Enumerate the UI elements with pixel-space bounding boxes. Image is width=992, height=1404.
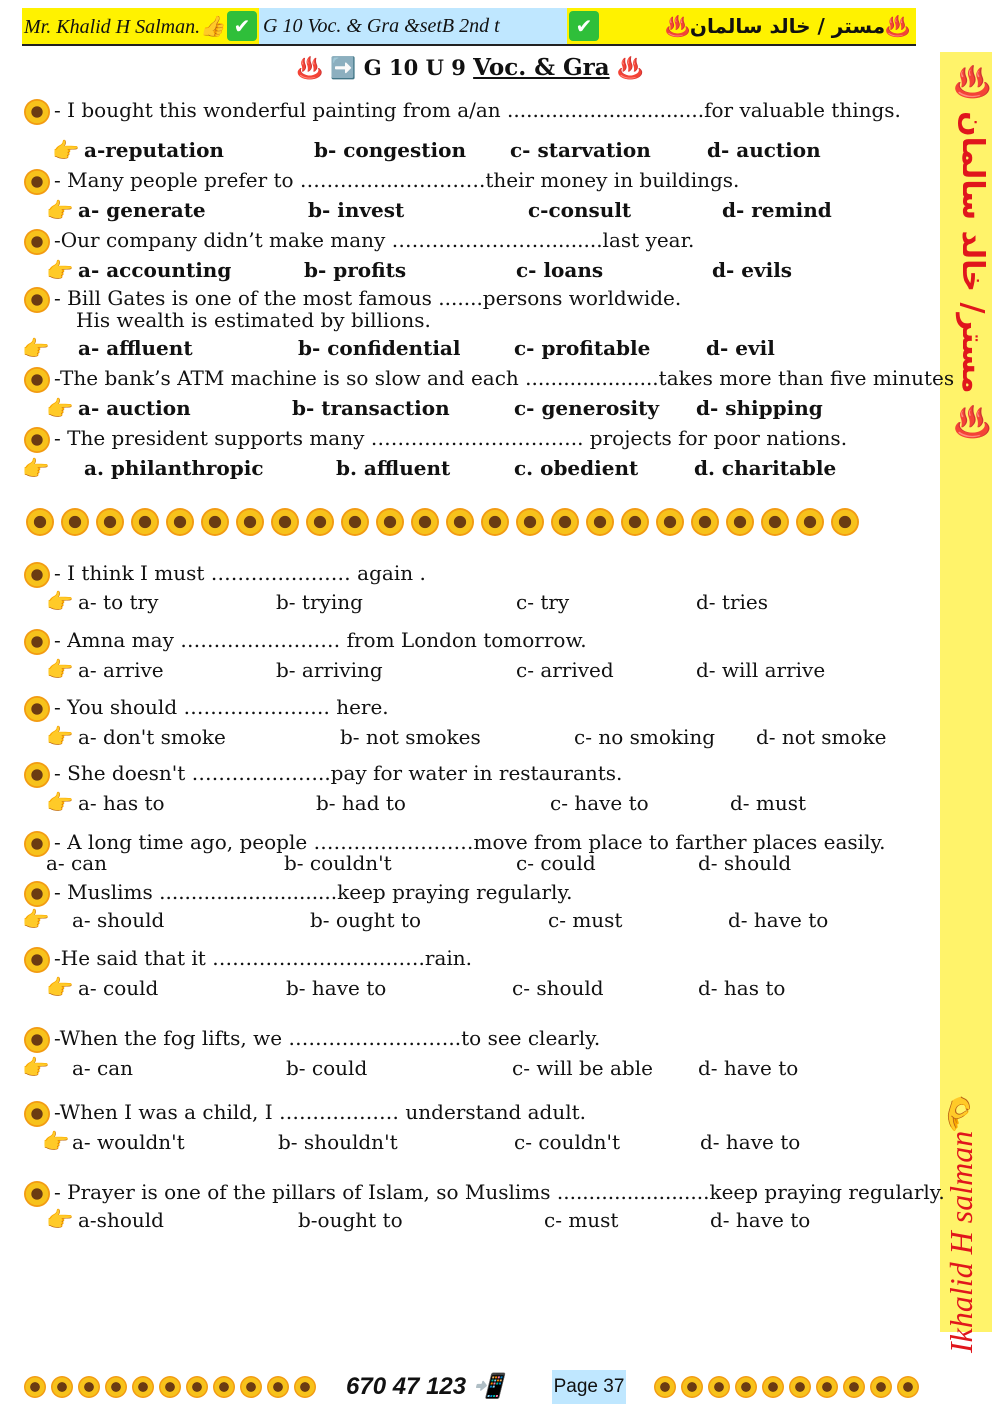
option-c: c- arrived (516, 658, 614, 682)
option-d: d. charitable (694, 456, 837, 480)
hand-icon: 👉 (46, 658, 74, 683)
option-c: c- starvation (510, 138, 651, 162)
option-b: b- congestion (314, 138, 466, 162)
side-banner (940, 52, 992, 1353)
hand-icon: 👉 (22, 456, 50, 482)
sunflower-icon (843, 1376, 865, 1398)
option-c: c- profitable (514, 336, 651, 360)
sunflower-divider (26, 508, 866, 536)
option-d: d- have to (710, 1208, 811, 1232)
option-a: a- auction (78, 396, 191, 420)
question (24, 695, 389, 722)
check-icon: ✔ (227, 11, 257, 41)
hand-icon: 👉 (22, 336, 50, 362)
sunflower-icon (24, 629, 50, 655)
sunflower-icon (24, 881, 50, 907)
sunflower-icon (586, 508, 614, 536)
question-text: - The president supports many ………………………….. projects for poor nations. (54, 426, 848, 450)
option-b: b- not smokes (340, 725, 481, 749)
sunflower-icon (96, 508, 124, 536)
sunflower-icon (24, 287, 50, 313)
header-subject: G 10 Voc. & Gra &setB 2nd t (259, 8, 567, 44)
option-b: b- profits (304, 258, 407, 282)
hand-icon: 👉 (46, 198, 74, 224)
option-c: c-consult (528, 198, 632, 222)
hand-icon: 👉 (46, 725, 74, 750)
sunflower-icon (621, 508, 649, 536)
hand-icon: 👉 (46, 396, 74, 422)
option-d: d- have to (728, 908, 829, 932)
sunflower-icon (24, 367, 50, 393)
sunflower-icon (761, 508, 789, 536)
sunflower-icon (726, 508, 754, 536)
question-text: - Prayer is one of the pillars of Islam, so Muslims ........................keep praying regularly. (54, 1180, 945, 1204)
sunflower-icon (105, 1376, 127, 1398)
title-prefix: ♨️ ➡️ G 10 U 9 (296, 55, 474, 80)
question-text: - She doesn't ………….……..pay for water in restaurants. (54, 761, 623, 785)
option-a: a- can (72, 1056, 134, 1080)
option-b: b-ought to (298, 1208, 403, 1232)
header-arabic-name: ♨️مستر / خالد سالمان♨️ (665, 14, 910, 38)
sunflower-icon (516, 508, 544, 536)
hand-icon: 👉 (52, 138, 80, 164)
option-b: b- confidential (298, 336, 461, 360)
question (24, 228, 694, 255)
sunflower-icon (132, 1376, 154, 1398)
sunflower-icon (654, 1376, 676, 1398)
sunflower-icon (376, 508, 404, 536)
question (24, 628, 587, 655)
option-d: d- must (730, 791, 807, 815)
question-text: -The bank’s ATM machine is so slow and each .....................takes more than five minutes (54, 366, 955, 390)
question (24, 366, 954, 393)
option-b: b- couldn't (284, 851, 392, 875)
sunflower-icon (411, 508, 439, 536)
sunflower-icon (240, 1376, 262, 1398)
option-a: a- arrive (78, 658, 164, 682)
option-b: b- have to (286, 976, 387, 1000)
option-b: b- invest (308, 198, 405, 222)
option-b: b- transaction (292, 396, 450, 420)
sunflower-icon (24, 562, 50, 588)
sunflower-icon (551, 508, 579, 536)
option-b: b- arriving (276, 658, 383, 682)
question-text: - Amna may …………………… from London tomorrow. (54, 628, 587, 652)
page-title (0, 54, 940, 81)
option-a: a- accounting (78, 258, 232, 282)
option-d: d- should (698, 851, 792, 875)
sunflower-icon (796, 508, 824, 536)
sunflower-icon (446, 508, 474, 536)
sunflower-icon (236, 508, 264, 536)
sunflower-icon (831, 508, 859, 536)
option-b: b- ought to (310, 908, 421, 932)
option-d: d- has to (698, 976, 786, 1000)
option-d: d- evils (712, 258, 793, 282)
option-b: b- shouldn't (278, 1130, 398, 1154)
option-a: a- don't smoke (78, 725, 226, 749)
option-d: d- evil (706, 336, 775, 360)
option-b: b. affluent (336, 456, 451, 480)
option-c: c- should (512, 976, 604, 1000)
question-text: - I think I must ………………… again . (54, 561, 426, 585)
option-c: c- no smoking (574, 725, 716, 749)
option-d: d- auction (707, 138, 821, 162)
sunflower-icon (24, 427, 50, 453)
option-d: d- have to (698, 1056, 799, 1080)
sunflower-icon (656, 508, 684, 536)
question-text: - Bill Gates is one of the most famous .......persons worldwide. (54, 286, 682, 310)
hand-icon: 👉 (46, 976, 74, 1001)
sunflower-icon (166, 508, 194, 536)
side-latin-name: Ikhalid H salman👌 (943, 1091, 979, 1353)
option-a: a- could (78, 976, 159, 1000)
question-text: -When the fog lifts, we ……………………..to see clearly. (54, 1026, 601, 1050)
footer-sunflowers-right (654, 1376, 924, 1398)
option-a: a- affluent (78, 336, 193, 360)
sunflower-icon (24, 229, 50, 255)
question-text: - Many people prefer to ……….…..………….their money in buildings. (54, 168, 740, 192)
sunflower-icon (870, 1376, 892, 1398)
sunflower-icon (24, 169, 50, 195)
sunflower-icon (735, 1376, 757, 1398)
hand-icon: 👉 (22, 908, 50, 933)
sunflower-icon (131, 508, 159, 536)
option-c: c- will be able (512, 1056, 653, 1080)
option-a: a-reputation (84, 138, 224, 162)
option-d: d- tries (696, 590, 769, 614)
question-text: -Our company didn’t make many ……………………........last year. (54, 228, 695, 252)
hand-icon: 👉 (46, 791, 74, 816)
option-d: d- not smoke (756, 725, 887, 749)
question-continued: His wealth is estimated by billions. (76, 308, 431, 332)
side-arabic-name: ♨️ مستر/ خالد سالمان ♨️ (955, 63, 990, 441)
sunflower-icon (294, 1376, 316, 1398)
option-a: a- to try (78, 590, 159, 614)
sunflower-icon (271, 508, 299, 536)
question (24, 761, 622, 788)
hand-icon: 👉 (46, 1208, 74, 1233)
sunflower-icon (78, 1376, 100, 1398)
question (24, 880, 572, 907)
option-c: c- must (548, 908, 623, 932)
sunflower-icon (24, 1376, 46, 1398)
option-a: a- should (72, 908, 165, 932)
sunflower-icon (481, 508, 509, 536)
question (24, 1180, 945, 1207)
option-b: b- could (286, 1056, 368, 1080)
question (24, 1026, 600, 1053)
sunflower-icon (306, 508, 334, 536)
option-a: a. philanthropic (84, 456, 264, 480)
option-c: c- couldn't (514, 1130, 621, 1154)
sunflower-icon (24, 99, 50, 125)
option-c: c- try (516, 590, 570, 614)
hand-icon: 👉 (46, 258, 74, 284)
option-a: a- has to (78, 791, 165, 815)
sunflower-icon (26, 508, 54, 536)
header-author: Mr. Khalid H Salman.👍 (24, 15, 226, 38)
sunflower-icon (201, 508, 229, 536)
sunflower-icon (61, 508, 89, 536)
sunflower-icon (267, 1376, 289, 1398)
question (24, 561, 426, 588)
title-suffix: ♨️ (609, 55, 644, 80)
check-icon: ✔ (569, 11, 599, 41)
sunflower-icon (691, 508, 719, 536)
option-b: b- trying (276, 590, 363, 614)
footer-phone: 670 47 123 📲 (346, 1373, 503, 1400)
question-text: - Muslims ............................keep praying regularly. (54, 880, 573, 904)
option-a: a-should (78, 1208, 164, 1232)
question-text: - You should …………………. here. (54, 695, 389, 719)
hand-icon: 👉 (22, 1056, 50, 1081)
sunflower-icon (186, 1376, 208, 1398)
page-number: Page 37 (552, 1370, 626, 1404)
sunflower-icon (762, 1376, 784, 1398)
question-text: - I bought this wonderful painting from a/an ...............................for valuable things. (54, 98, 901, 122)
sunflower-icon (24, 947, 50, 973)
option-c: c- have to (550, 791, 649, 815)
option-c: c- must (544, 1208, 619, 1232)
sunflower-icon (24, 762, 50, 788)
question (24, 168, 739, 195)
sunflower-icon (897, 1376, 919, 1398)
title-main: Voc. & Gra (473, 54, 610, 81)
option-b: b- had to (316, 791, 406, 815)
question (24, 1100, 586, 1127)
option-a: a- can (46, 851, 108, 875)
sunflower-icon (708, 1376, 730, 1398)
sunflower-icon (24, 1027, 50, 1053)
option-a: a- generate (78, 198, 206, 222)
sunflower-icon (816, 1376, 838, 1398)
question (24, 426, 847, 453)
option-a: a- wouldn't (72, 1130, 185, 1154)
sunflower-icon (341, 508, 369, 536)
hand-icon: 👉 (42, 1130, 70, 1155)
question (24, 98, 901, 125)
option-d: d- shipping (696, 396, 823, 420)
question-text: -When I was a child, I ……………… understand adult. (54, 1100, 587, 1124)
option-d: d- remind (722, 198, 832, 222)
sunflower-icon (213, 1376, 235, 1398)
sunflower-icon (159, 1376, 181, 1398)
option-d: d- have to (700, 1130, 801, 1154)
sunflower-icon (24, 1101, 50, 1127)
sunflower-icon (51, 1376, 73, 1398)
option-d: d- will arrive (696, 658, 826, 682)
question-text: - A long time ago, people ……………………move from place to farther places easily. (54, 830, 886, 854)
option-c: c- loans (516, 258, 604, 282)
option-c: c- generosity (514, 396, 660, 420)
hand-icon: 👉 (46, 590, 74, 615)
question-text: -He said that it ……………………….….rain. (54, 946, 472, 970)
question (24, 946, 472, 973)
page-header (22, 8, 916, 46)
sunflower-icon (681, 1376, 703, 1398)
option-c: c- could (516, 851, 596, 875)
footer-sunflowers-left (24, 1376, 321, 1398)
sunflower-icon (24, 696, 50, 722)
sunflower-icon (789, 1376, 811, 1398)
sunflower-icon (24, 1181, 50, 1207)
option-c: c. obedient (514, 456, 639, 480)
